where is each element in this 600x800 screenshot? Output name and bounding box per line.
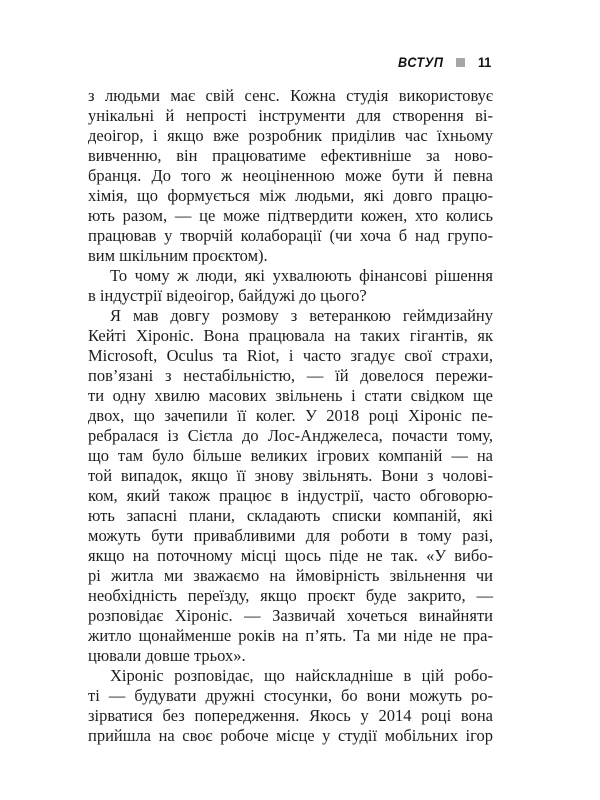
text-line: ком, який також працює в індустрії, часто обговорю- bbox=[88, 486, 493, 505]
text-line: можуть бути привабливими для роботи в тому разі, bbox=[88, 526, 493, 545]
text-line: ребралася із Сієтла до Лос-Анджелеса, почасти тому, bbox=[88, 426, 493, 445]
text-line: необхідність переїзду, якщо проєкт буде закрито, — bbox=[88, 586, 493, 605]
text-line: з людьми має свій сенс. Кожна студія використовує bbox=[88, 86, 493, 105]
text-line: ти одну хвилю масових звільнень і стати свідком ще bbox=[88, 386, 493, 405]
text-line: той випадок, якщо її знову звільнять. Вони з чолові- bbox=[88, 466, 493, 485]
text-line: цювали довше трьох». bbox=[88, 646, 246, 665]
text-line: ті — будувати дружні стосунки, бо вони можуть ро- bbox=[88, 686, 493, 705]
square-bullet-icon bbox=[456, 58, 465, 67]
text-line: хімія, що формується між людьми, які довго працю- bbox=[88, 186, 493, 205]
text-line: пов’язані з нестабільністю, — їй довелося пережи- bbox=[88, 366, 493, 385]
text-line: що там було більше великих ігрових компаній — на bbox=[88, 446, 493, 465]
text-line: деоігор, і якщо вже розробник приділив час їхньому bbox=[88, 126, 493, 145]
text-line: То чому ж люди, які ухвалюють фінансові рішення bbox=[110, 266, 493, 285]
text-line: ють разом, — це може підтвердити кожен, хто колись bbox=[88, 206, 493, 225]
text-line: Хіроніс розповідає, що найскладніше в цій робо- bbox=[110, 666, 493, 685]
text-line: Microsoft, Oculus та Riot, і часто згадує свої страхи, bbox=[88, 346, 493, 365]
text-line: Кейті Хіроніс. Вона працювала на таких гігантів, як bbox=[88, 326, 493, 345]
body-text bbox=[88, 86, 493, 746]
text-line: прийшла на своє робоче місце у студії мобільних ігор bbox=[88, 726, 493, 745]
text-line: зірватися без попередження. Якось у 2014 році вона bbox=[88, 706, 493, 725]
page-number: 11 bbox=[478, 54, 492, 70]
text-line: працював у творчій колаборації (чи хоча б над групо- bbox=[88, 226, 493, 245]
text-line: Я мав довгу розмову з ветеранкою геймдизайну bbox=[110, 306, 493, 325]
text-line: вивченню, він працюватиме ефективніше за ново- bbox=[88, 146, 493, 165]
text-line: двох, що зачепили її колег. У 2018 році Хіроніс пе- bbox=[88, 406, 493, 425]
text-line: унікальні й непрості інструменти для створення ві- bbox=[88, 106, 493, 125]
text-line: житло щонайменше років на п’ять. Та ми ніде не пра- bbox=[88, 626, 493, 645]
text-line: розповідає Хіроніс. — Зазвичай хочеться винайняти bbox=[88, 606, 493, 625]
text-line: рі житла ми зважаємо на ймовірність звільнення чи bbox=[88, 566, 493, 585]
chapter-title: ВСТУП bbox=[397, 54, 444, 70]
text-line: якщо на поточному місці щось піде не так. «У вибо- bbox=[88, 546, 493, 565]
running-header bbox=[88, 54, 493, 70]
text-line: в індустрії відеоігор, байдужі до цього? bbox=[88, 286, 367, 305]
text-line: бранця. До того ж неоціненною може бути й певна bbox=[88, 166, 493, 185]
text-line: вим шкільним проєктом). bbox=[88, 246, 268, 265]
text-line: ють запасні плани, складають списки компаній, які bbox=[88, 506, 493, 525]
